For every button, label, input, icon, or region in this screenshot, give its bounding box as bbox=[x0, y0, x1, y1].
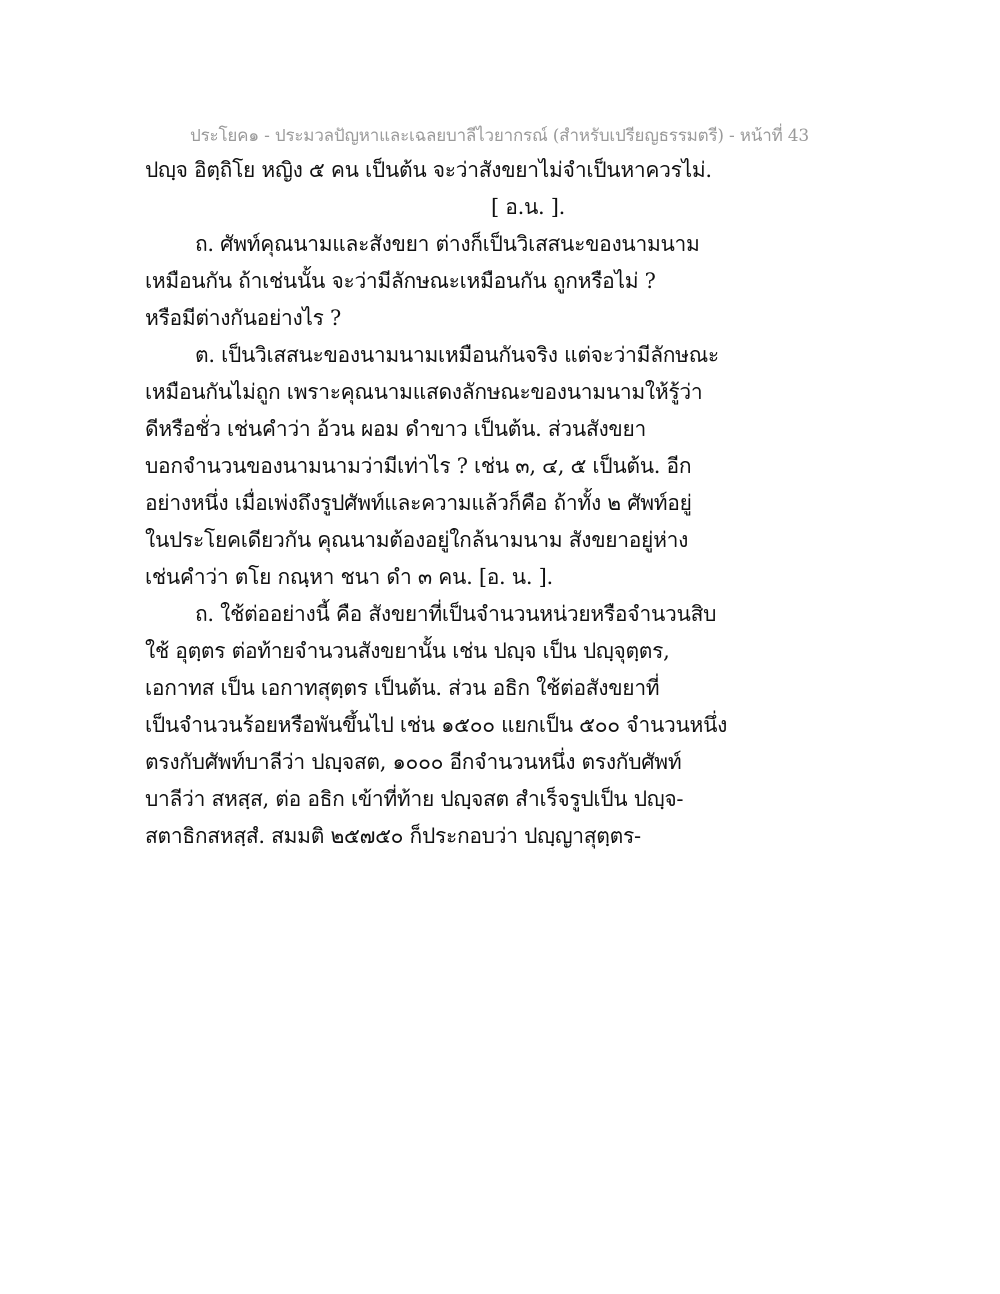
text-line: บอกจำนวนของนามนามว่ามีเท่าไร ? เช่น ๓, ๔, ๕ เป็นต้น. อีก bbox=[145, 454, 692, 478]
text-line: ปญฺจ อิตฺถิโย หญิง ๕ คน เป็นต้น จะว่าสังขยาไม่จำเป็นหาควรไม่. bbox=[145, 158, 712, 182]
text-line: หรือมีต่างกันอย่างไร ? bbox=[145, 306, 341, 330]
document-body bbox=[145, 152, 728, 855]
text-line: เช่นคำว่า ตโย กณฺหา ชนา ดำ ๓ คน. [อ. น. ]. bbox=[145, 565, 553, 589]
text-line: อย่างหนึ่ง เมื่อเพ่งถึงรูปศัพท์และความแล้วก็คือ ถ้าทั้ง ๒ ศัพท์อยู่ bbox=[145, 491, 692, 515]
text-line: เหมือนกันไม่ถูก เพราะคุณนามแสดงลักษณะของนามนามให้รู้ว่า bbox=[145, 380, 703, 404]
text-line: ดีหรือชั่ว เช่นคำว่า อ้วน ผอม ดำขาว เป็นต้น. ส่วนสังขยา bbox=[145, 417, 646, 441]
text-line: ถ. ศัพท์คุณนามและสังขยา ต่างก็เป็นวิเสสนะของนามนาม bbox=[195, 232, 700, 256]
page-header: ประโยค๑ - ประมวลปัญหาและเฉลยบาลีไวยากรณ์ (สำหรับเปรียญธรรมตรี) - หน้าที่ 43 bbox=[190, 126, 810, 146]
text-line: บาลีว่า สหสฺส, ต่อ อธิก เข้าที่ท้าย ปญฺจสต สำเร็จรูปเป็น ปญฺจ- bbox=[145, 787, 684, 811]
text-line: เป็นจำนวนร้อยหรือพันขึ้นไป เช่น ๑๕๐๐ แยกเป็น ๕๐๐ จำนวนหนึ่ง bbox=[145, 713, 728, 737]
text-line: ในประโยคเดียวกัน คุณนามต้องอยู่ใกล้นามนาม สังขยาอยู่ห่าง bbox=[145, 528, 689, 552]
text-line: เอกาทส เป็น เอกาทสุตฺตร เป็นต้น. ส่วน อธิก ใช้ต่อสังขยาที่ bbox=[145, 676, 660, 700]
text-line: เหมือนกัน ถ้าเช่นนั้น จะว่ามีลักษณะเหมือนกัน ถูกหรือไม่ ? bbox=[145, 269, 656, 293]
text-line: ต. เป็นวิเสสนะของนามนามเหมือนกันจริง แต่จะว่ามีลักษณะ bbox=[195, 343, 719, 367]
text-line: ถ. ใช้ต่ออย่างนี้ คือ สังขยาที่เป็นจำนวนหน่วยหรือจำนวนสิบ bbox=[195, 602, 717, 626]
text-line: [ อ.น. ]. bbox=[491, 195, 566, 219]
text-line: ใช้ อุตฺตร ต่อท้ายจำนวนสังขยานั้น เช่น ปญฺจ เป็น ปญฺจุตฺตร, bbox=[145, 639, 670, 663]
text-line: ตรงกับศัพท์บาลีว่า ปญฺจสต, ๑๐๐๐ อีกจำนวนหนึ่ง ตรงกับศัพท์ bbox=[145, 750, 682, 774]
text-line: สตาธิกสหสฺสํ. สมมติ ๒๕๗๕๐ ก็ประกอบว่า ปญฺญาสุตฺตร- bbox=[145, 824, 641, 848]
